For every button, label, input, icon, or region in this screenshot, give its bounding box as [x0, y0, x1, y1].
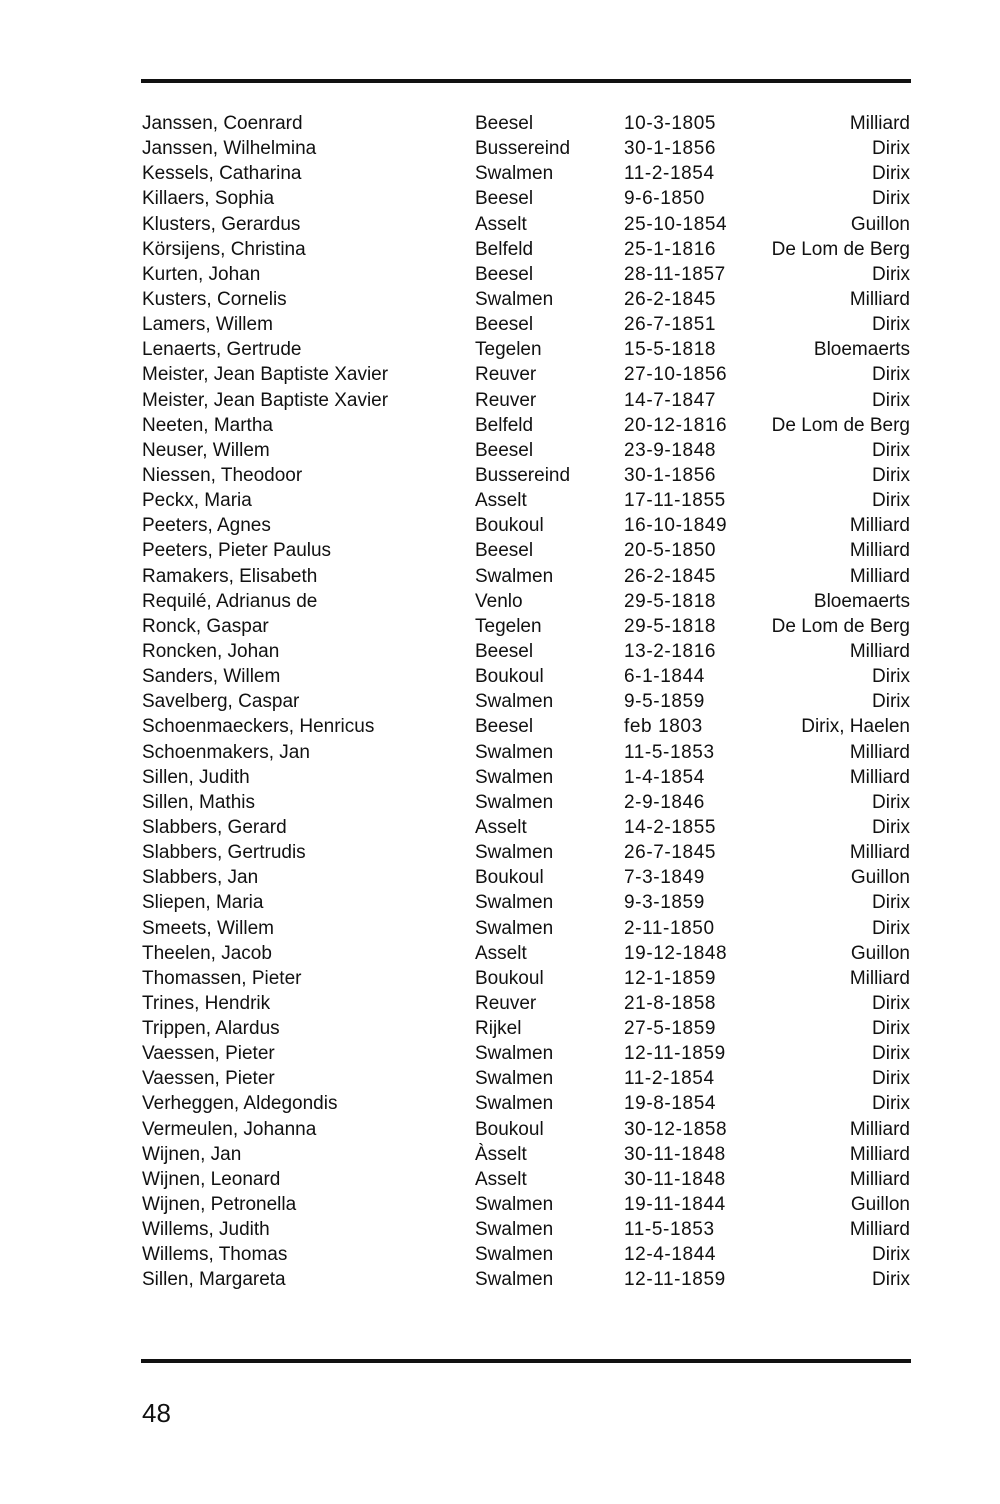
record-row [142, 212, 910, 237]
record-date: 11-5-1853 [624, 741, 715, 763]
record-date: 30-1-1856 [624, 464, 717, 486]
record-place: Reuver [475, 389, 537, 411]
record-place: Rijkel [475, 1018, 522, 1040]
record-name: Vaessen, Pieter [142, 1043, 275, 1065]
record-place: Asselt [475, 1168, 527, 1190]
record-name: Janssen, Wilhelmina [142, 138, 317, 160]
record-place: Swalmen [475, 288, 554, 310]
record-place: Venlo [475, 590, 523, 612]
record-row [142, 1217, 910, 1242]
record-reference: De Lom de Berg [771, 414, 910, 436]
record-row [142, 1016, 910, 1041]
record-name: Schoenmakers, Jan [142, 741, 310, 763]
record-place: Swalmen [475, 1244, 554, 1266]
record-reference: Guillon [850, 942, 910, 964]
record-place: Boukoul [475, 967, 544, 989]
record-row [142, 916, 910, 941]
record-place: Reuver [475, 992, 537, 1014]
record-reference: Dirix [872, 1269, 910, 1291]
record-reference: Dirix [872, 1018, 910, 1040]
record-name: Willems, Judith [142, 1219, 270, 1241]
record-name: Vermeulen, Johanna [142, 1118, 317, 1140]
record-reference: Dirix [872, 364, 910, 386]
record-row [142, 513, 910, 538]
record-date: 21-8-1858 [624, 992, 717, 1014]
record-place: Asselt [475, 816, 527, 838]
record-reference: Dirix [872, 1244, 910, 1266]
record-date: 12-11-1859 [624, 1269, 726, 1291]
record-name: Wijnen, Petronella [142, 1194, 297, 1216]
record-reference: De Lom de Berg [771, 238, 910, 260]
record-reference: Milliard [849, 565, 910, 587]
record-reference: Dirix [872, 138, 910, 160]
record-place: Swalmen [475, 842, 554, 864]
record-date: 7-3-1849 [624, 867, 705, 889]
record-date: 2-9-1846 [624, 791, 705, 813]
record-name: Sliepen, Maria [142, 892, 264, 914]
record-name: Wijnen, Leonard [142, 1168, 281, 1190]
record-reference: Dirix [872, 439, 910, 461]
record-row [142, 1242, 910, 1267]
record-date: 9-6-1850 [624, 188, 705, 210]
record-place: Àsselt [475, 1143, 527, 1165]
record-place: Swalmen [475, 791, 554, 813]
record-reference: Guillon [850, 1194, 910, 1216]
record-date: 13-2-1816 [624, 640, 717, 662]
record-date: 26-2-1845 [624, 288, 717, 310]
record-place: Swalmen [475, 1219, 554, 1241]
record-date: 25-1-1816 [624, 238, 717, 260]
record-name: Sillen, Judith [142, 766, 250, 788]
record-row [142, 865, 910, 890]
record-name: Meister, Jean Baptiste Xavier [142, 364, 389, 386]
record-date: 12-11-1859 [624, 1043, 726, 1065]
record-name: Slabbers, Gertrudis [142, 842, 306, 864]
record-row [142, 538, 910, 563]
record-place: Beesel [475, 540, 534, 562]
record-place: Swalmen [475, 691, 554, 713]
record-reference: Milliard [849, 741, 910, 763]
record-row [142, 237, 910, 262]
record-date: 30-1-1856 [624, 138, 717, 160]
record-row [142, 1267, 910, 1292]
record-name: Schoenmaeckers, Henricus [142, 716, 375, 738]
record-place: Asselt [475, 213, 527, 235]
record-date: 26-7-1845 [624, 842, 717, 864]
record-row [142, 1091, 910, 1116]
record-place: Swalmen [475, 766, 554, 788]
record-reference: Dirix [872, 490, 910, 512]
record-reference: Dirix [872, 791, 910, 813]
record-reference: De Lom de Berg [771, 615, 910, 637]
record-reference: Dirix [872, 464, 910, 486]
record-reference: Dirix [872, 917, 910, 939]
record-reference: Dirix [872, 816, 910, 838]
record-date: 17-11-1855 [624, 490, 726, 512]
record-name: Trippen, Alardus [142, 1018, 280, 1040]
record-reference: Dirix [872, 389, 910, 411]
record-name: Kusters, Cornelis [142, 288, 287, 310]
record-name: Vaessen, Pieter [142, 1068, 275, 1090]
record-row [142, 388, 910, 413]
record-name: Savelberg, Caspar [142, 691, 300, 713]
record-reference: Milliard [849, 1118, 910, 1140]
record-row [142, 714, 910, 739]
record-place: Swalmen [475, 917, 554, 939]
record-place: Swalmen [475, 1194, 554, 1216]
record-date: 26-2-1845 [624, 565, 717, 587]
record-row [142, 312, 910, 337]
record-reference: Dirix [872, 691, 910, 713]
record-reference: Milliard [849, 515, 910, 537]
record-name: Klusters, Gerardus [142, 213, 301, 235]
record-row [142, 362, 910, 387]
record-place: Boukoul [475, 867, 544, 889]
record-row [142, 589, 910, 614]
record-row [142, 941, 910, 966]
record-date: 30-12-1858 [624, 1118, 728, 1140]
record-name: Ronck, Gaspar [142, 615, 269, 637]
record-date: 11-2-1854 [624, 163, 715, 185]
top-rule [141, 79, 911, 83]
record-name: Killaers, Sophia [142, 188, 275, 210]
record-name: Meister, Jean Baptiste Xavier [142, 389, 389, 411]
record-row [142, 840, 910, 865]
record-place: Beesel [475, 640, 534, 662]
record-date: 2-11-1850 [624, 917, 715, 939]
record-place: Swalmen [475, 1269, 554, 1291]
record-reference: Milliard [849, 640, 910, 662]
record-date: feb 1803 [624, 716, 703, 738]
record-reference: Milliard [849, 766, 910, 788]
record-row [142, 488, 910, 513]
record-row [142, 689, 910, 714]
record-reference: Milliard [849, 540, 910, 562]
record-name: Peeters, Agnes [142, 515, 271, 537]
record-place: Asselt [475, 942, 527, 964]
record-row [142, 765, 910, 790]
record-date: 29-5-1818 [624, 615, 717, 637]
record-name: Kurten, Johan [142, 263, 261, 285]
record-row [142, 966, 910, 991]
record-name: Willems, Thomas [142, 1244, 288, 1266]
record-date: 19-12-1848 [624, 942, 728, 964]
record-row [142, 1192, 910, 1217]
record-name: Sillen, Margareta [142, 1269, 286, 1291]
record-date: 27-5-1859 [624, 1018, 717, 1040]
record-row [142, 136, 910, 161]
record-date: 11-5-1853 [624, 1219, 715, 1241]
record-date: 1-4-1854 [624, 766, 705, 788]
record-place: Beesel [475, 263, 534, 285]
record-row [142, 1117, 910, 1142]
record-reference: Milliard [849, 288, 910, 310]
record-name: Neeten, Martha [142, 414, 273, 436]
record-row [142, 262, 910, 287]
record-name: Niessen, Theodoor [142, 464, 303, 486]
record-reference: Dirix [872, 892, 910, 914]
record-date: 26-7-1851 [624, 314, 717, 336]
record-place: Swalmen [475, 565, 554, 587]
record-place: Beesel [475, 439, 534, 461]
record-name: Lamers, Willem [142, 314, 273, 336]
record-date: 19-11-1844 [624, 1194, 726, 1216]
record-name: Verheggen, Aldegondis [142, 1093, 338, 1115]
record-row [142, 614, 910, 639]
record-date: 27-10-1856 [624, 364, 728, 386]
record-name: Slabbers, Jan [142, 867, 259, 889]
record-date: 9-5-1859 [624, 691, 705, 713]
record-reference: Bloemaerts [813, 590, 910, 612]
record-row [142, 438, 910, 463]
record-date: 6-1-1844 [624, 666, 705, 688]
record-list [142, 111, 910, 1293]
record-reference: Milliard [849, 113, 910, 134]
record-place: Tegelen [475, 339, 542, 361]
record-row [142, 1041, 910, 1066]
record-name: Kessels, Catharina [142, 163, 302, 185]
record-row [142, 815, 910, 840]
record-row [142, 664, 910, 689]
record-row [142, 1167, 910, 1192]
record-reference: Dirix [872, 1043, 910, 1065]
record-date: 12-4-1844 [624, 1244, 717, 1266]
record-name: Roncken, Johan [142, 640, 280, 662]
record-date: 14-7-1847 [624, 389, 717, 411]
record-place: Tegelen [475, 615, 542, 637]
record-place: Boukoul [475, 515, 544, 537]
record-place: Swalmen [475, 741, 554, 763]
record-reference: Dirix, Haelen [801, 716, 910, 738]
record-row [142, 337, 910, 362]
record-date: 16-10-1849 [624, 515, 728, 537]
record-reference: Milliard [849, 967, 910, 989]
record-place: Bussereind [475, 464, 571, 486]
record-row [142, 564, 910, 589]
record-name: Thomassen, Pieter [142, 967, 302, 989]
record-reference: Dirix [872, 314, 910, 336]
record-reference: Dirix [872, 263, 910, 285]
record-date: 30-11-1848 [624, 1168, 726, 1190]
record-row [142, 740, 910, 765]
record-date: 15-5-1818 [624, 339, 717, 361]
record-reference: Dirix [872, 1093, 910, 1115]
record-place: Beesel [475, 314, 534, 336]
record-place: Swalmen [475, 1093, 554, 1115]
record-row [142, 991, 910, 1016]
record-name: Lenaerts, Gertrude [142, 339, 302, 361]
record-reference: Milliard [849, 842, 910, 864]
record-place: Beesel [475, 113, 534, 134]
record-name: Peckx, Maria [142, 490, 252, 512]
record-date: 14-2-1855 [624, 816, 717, 838]
record-row [142, 413, 910, 438]
record-row [142, 111, 910, 136]
record-name: Körsijens, Christina [142, 238, 306, 260]
record-reference: Dirix [872, 1068, 910, 1090]
record-name: Sillen, Mathis [142, 791, 255, 813]
record-place: Belfeld [475, 238, 534, 260]
record-reference: Milliard [849, 1168, 910, 1190]
record-date: 20-12-1816 [624, 414, 728, 436]
record-place: Swalmen [475, 892, 554, 914]
record-date: 25-10-1854 [624, 213, 728, 235]
record-name: Sanders, Willem [142, 666, 281, 688]
record-reference: Milliard [849, 1143, 910, 1165]
record-place: Reuver [475, 364, 537, 386]
record-reference: Bloemaerts [813, 339, 910, 361]
record-place: Boukoul [475, 666, 544, 688]
record-row [142, 287, 910, 312]
record-name: Ramakers, Elisabeth [142, 565, 318, 587]
record-date: 29-5-1818 [624, 590, 717, 612]
record-name: Trines, Hendrik [142, 992, 271, 1014]
record-row [142, 463, 910, 488]
record-date: 28-11-1857 [624, 263, 726, 285]
record-date: 23-9-1848 [624, 439, 717, 461]
record-reference: Dirix [872, 163, 910, 185]
record-name: Theelen, Jacob [142, 942, 272, 964]
record-row [142, 890, 910, 915]
record-place: Swalmen [475, 1068, 554, 1090]
record-name: Janssen, Coenrard [142, 113, 303, 134]
record-place: Swalmen [475, 163, 554, 185]
record-name: Smeets, Willem [142, 917, 274, 939]
record-place: Boukoul [475, 1118, 544, 1140]
record-row [142, 1066, 910, 1091]
record-reference: Dirix [872, 188, 910, 210]
record-reference: Guillon [850, 867, 910, 889]
record-reference: Milliard [849, 1219, 910, 1241]
record-place: Asselt [475, 490, 527, 512]
bottom-rule [141, 1359, 911, 1363]
record-row [142, 1142, 910, 1167]
record-date: 9-3-1859 [624, 892, 705, 914]
record-name: Wijnen, Jan [142, 1143, 242, 1165]
record-date: 30-11-1848 [624, 1143, 726, 1165]
record-name: Peeters, Pieter Paulus [142, 540, 332, 562]
record-place: Swalmen [475, 1043, 554, 1065]
record-row [142, 161, 910, 186]
record-place: Bussereind [475, 138, 571, 160]
record-date: 20-5-1850 [624, 540, 717, 562]
record-date: 12-1-1859 [624, 967, 717, 989]
page-number: 48 [142, 1398, 171, 1428]
record-name: Requilé, Adrianus de [142, 590, 318, 612]
record-row [142, 639, 910, 664]
record-name: Neuser, Willem [142, 439, 270, 461]
record-row [142, 790, 910, 815]
record-date: 10-3-1805 [624, 113, 717, 134]
record-reference: Guillon [850, 213, 910, 235]
record-reference: Dirix [872, 666, 910, 688]
record-name: Slabbers, Gerard [142, 816, 287, 838]
record-place: Belfeld [475, 414, 534, 436]
record-row [142, 186, 910, 211]
record-place: Beesel [475, 188, 534, 210]
record-reference: Dirix [872, 992, 910, 1014]
record-date: 19-8-1854 [624, 1093, 717, 1115]
record-place: Beesel [475, 716, 534, 738]
record-date: 11-2-1854 [624, 1068, 715, 1090]
